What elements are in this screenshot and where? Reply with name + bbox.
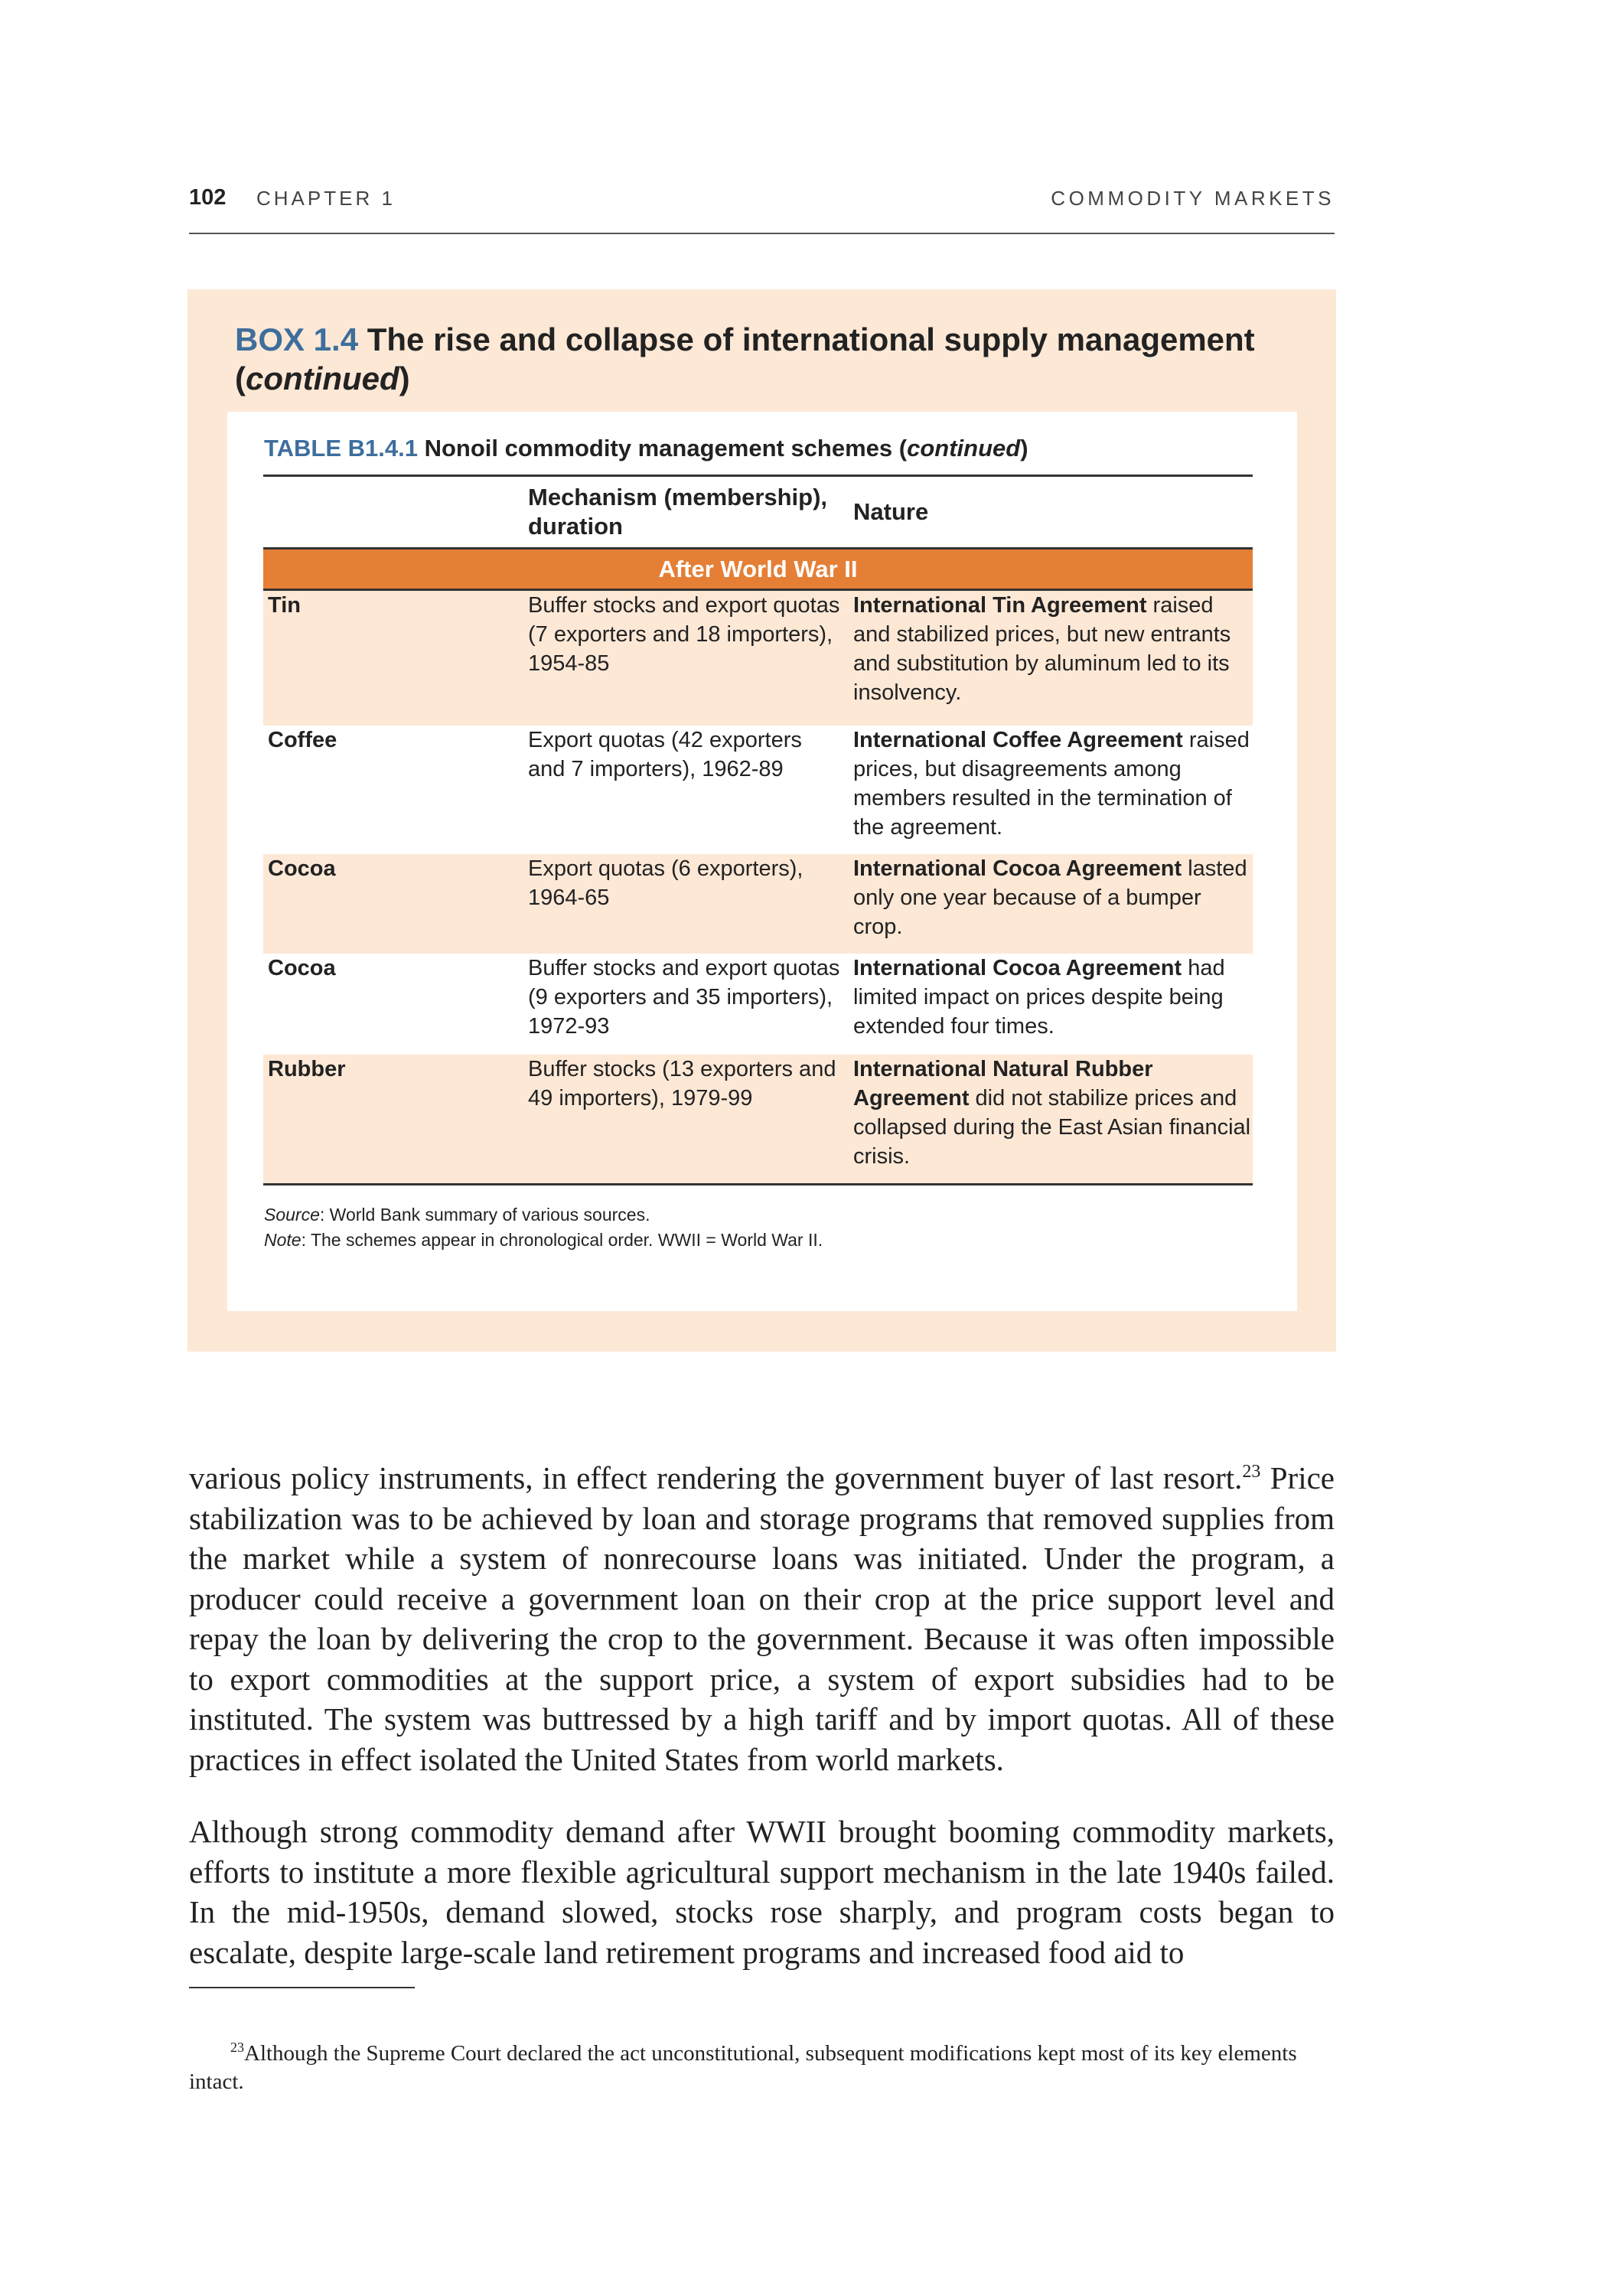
nature-text: raised and stabilized prices, but new entrants and substitution by aluminum led to its insolvency. (853, 593, 1231, 705)
table-row (263, 591, 1253, 726)
table-title: TABLE B1.4.1 Nonoil commodity management schemes (continued) (264, 435, 1028, 461)
commodity-cell: Tin (268, 593, 301, 618)
table-row (263, 1055, 1253, 1183)
footnote (189, 2040, 1335, 2096)
agreement-name: International Natural Rubber Agreement (853, 1057, 1153, 1110)
note-line (264, 1228, 823, 1253)
agreement-name: International Cocoa Agreement (853, 956, 1182, 980)
note-label: Note (264, 1230, 302, 1250)
nature-text: raised prices, but disagreements among members resulted in the termination of the agreement. (853, 728, 1250, 840)
source-note (264, 1202, 823, 1228)
mechanism-cell: Buffer stocks and export quotas (7 exporters and 18 importers), 1954-85 (528, 593, 840, 676)
footnote-number: 23 (230, 2040, 244, 2055)
era-band: After World War II (263, 547, 1253, 591)
footnote-rule (189, 1987, 415, 1988)
nature-text: did not stabilize prices and collapsed during the East Asian financial crisis. (853, 1086, 1251, 1169)
nature-cell (853, 591, 1251, 707)
body-paragraph-1 (189, 1458, 1335, 1779)
box-label: BOX 1.4 (235, 321, 359, 357)
nature-text: had limited impact on prices despite being extended four times. (853, 956, 1225, 1039)
table-title-text: Nonoil commodity management schemes (424, 435, 893, 461)
agreement-name: International Tin Agreement (853, 593, 1147, 618)
footnote-text: Although the Supreme Court declared the act unconstitutional, subsequent modifications kept most of its key elements intact. (189, 2041, 1297, 2094)
source-label: Source (264, 1205, 320, 1225)
nature-cell (853, 954, 1251, 1041)
nature-cell (853, 726, 1251, 842)
commodity-cell: Cocoa (268, 856, 336, 881)
nature-text: lasted only one year because of a bumper crop. (853, 856, 1247, 939)
table-label: TABLE B1.4.1 (264, 435, 418, 461)
box-title-text: The rise and collapse of international supply management (367, 321, 1255, 357)
table-row (263, 954, 1253, 1055)
commodity-cell: Cocoa (268, 956, 336, 980)
agreement-name: International Coffee Agreement (853, 728, 1183, 752)
chapter-label: CHAPTER 1 (256, 187, 396, 210)
page-number: 102 (189, 185, 227, 210)
page-header (189, 182, 1335, 234)
paragraph-text: various policy instruments, in effect rendering the government buyer of last resort. (189, 1460, 1243, 1495)
agreement-name: International Cocoa Agreement (853, 856, 1182, 881)
nature-cell (853, 854, 1251, 941)
body-paragraph-2: Although strong commodity demand after WWII brought booming commodity markets, efforts to institute a more flexible agricultural support mechanism in the late 1940s failed. In the mid-1950s, demand slowed, stocks rose sharply, and program costs began to escalate, despite large-scale land retirement programs and increased food aid to (189, 1814, 1335, 1970)
mechanism-cell: Buffer stocks (13 exporters and 49 importers), 1979-99 (528, 1057, 836, 1110)
mechanism-cell: Export quotas (6 exporters), 1964-65 (528, 856, 804, 910)
box-title: BOX 1.4 The rise and collapse of international supply management (continued) (235, 321, 1255, 396)
column-header-mechanism: Mechanism (membership), duration (528, 484, 828, 540)
commodity-cell: Rubber (268, 1057, 346, 1081)
box-continued: continued (246, 360, 399, 396)
table-header-row (263, 477, 1253, 547)
mechanism-cell: Buffer stocks and export quotas (9 exporters and 35 importers), 1972-93 (528, 956, 840, 1039)
source-text: : World Bank summary of various sources. (319, 1205, 650, 1225)
footnote-ref[interactable]: 23 (1242, 1462, 1261, 1482)
table-notes (264, 1202, 823, 1253)
column-header-nature: Nature (853, 498, 929, 525)
table-row (263, 854, 1253, 954)
table-panel (227, 412, 1297, 1311)
commodity-schemes-table (263, 475, 1253, 1186)
nature-cell (853, 1055, 1251, 1171)
paragraph-text-cont: Price stabilization was to be achieved by loan and storage programs that removed supplies from the market while a system of nonrecourse loans was initiated. Under the program, a producer could receive a government loan on their crop at the price support level and repay the loan by delivering the crop to the government. Because it was often impossible to export commodities at the support price, a system of export subsidies had to be instituted. The system was buttressed by a high tariff and by import quotas. All of these practices in effect isolated the United States from world markets. (189, 1460, 1335, 1777)
box-1-4 (187, 289, 1336, 1352)
table-continued: continued (907, 435, 1021, 461)
mechanism-cell: Export quotas (42 exporters and 7 importers), 1962-89 (528, 728, 802, 781)
running-title: COMMODITY MARKETS (1051, 187, 1335, 210)
table-row (263, 726, 1253, 854)
commodity-cell: Coffee (268, 728, 337, 752)
note-text: : The schemes appear in chronological order. WWII = World War II. (301, 1230, 823, 1250)
